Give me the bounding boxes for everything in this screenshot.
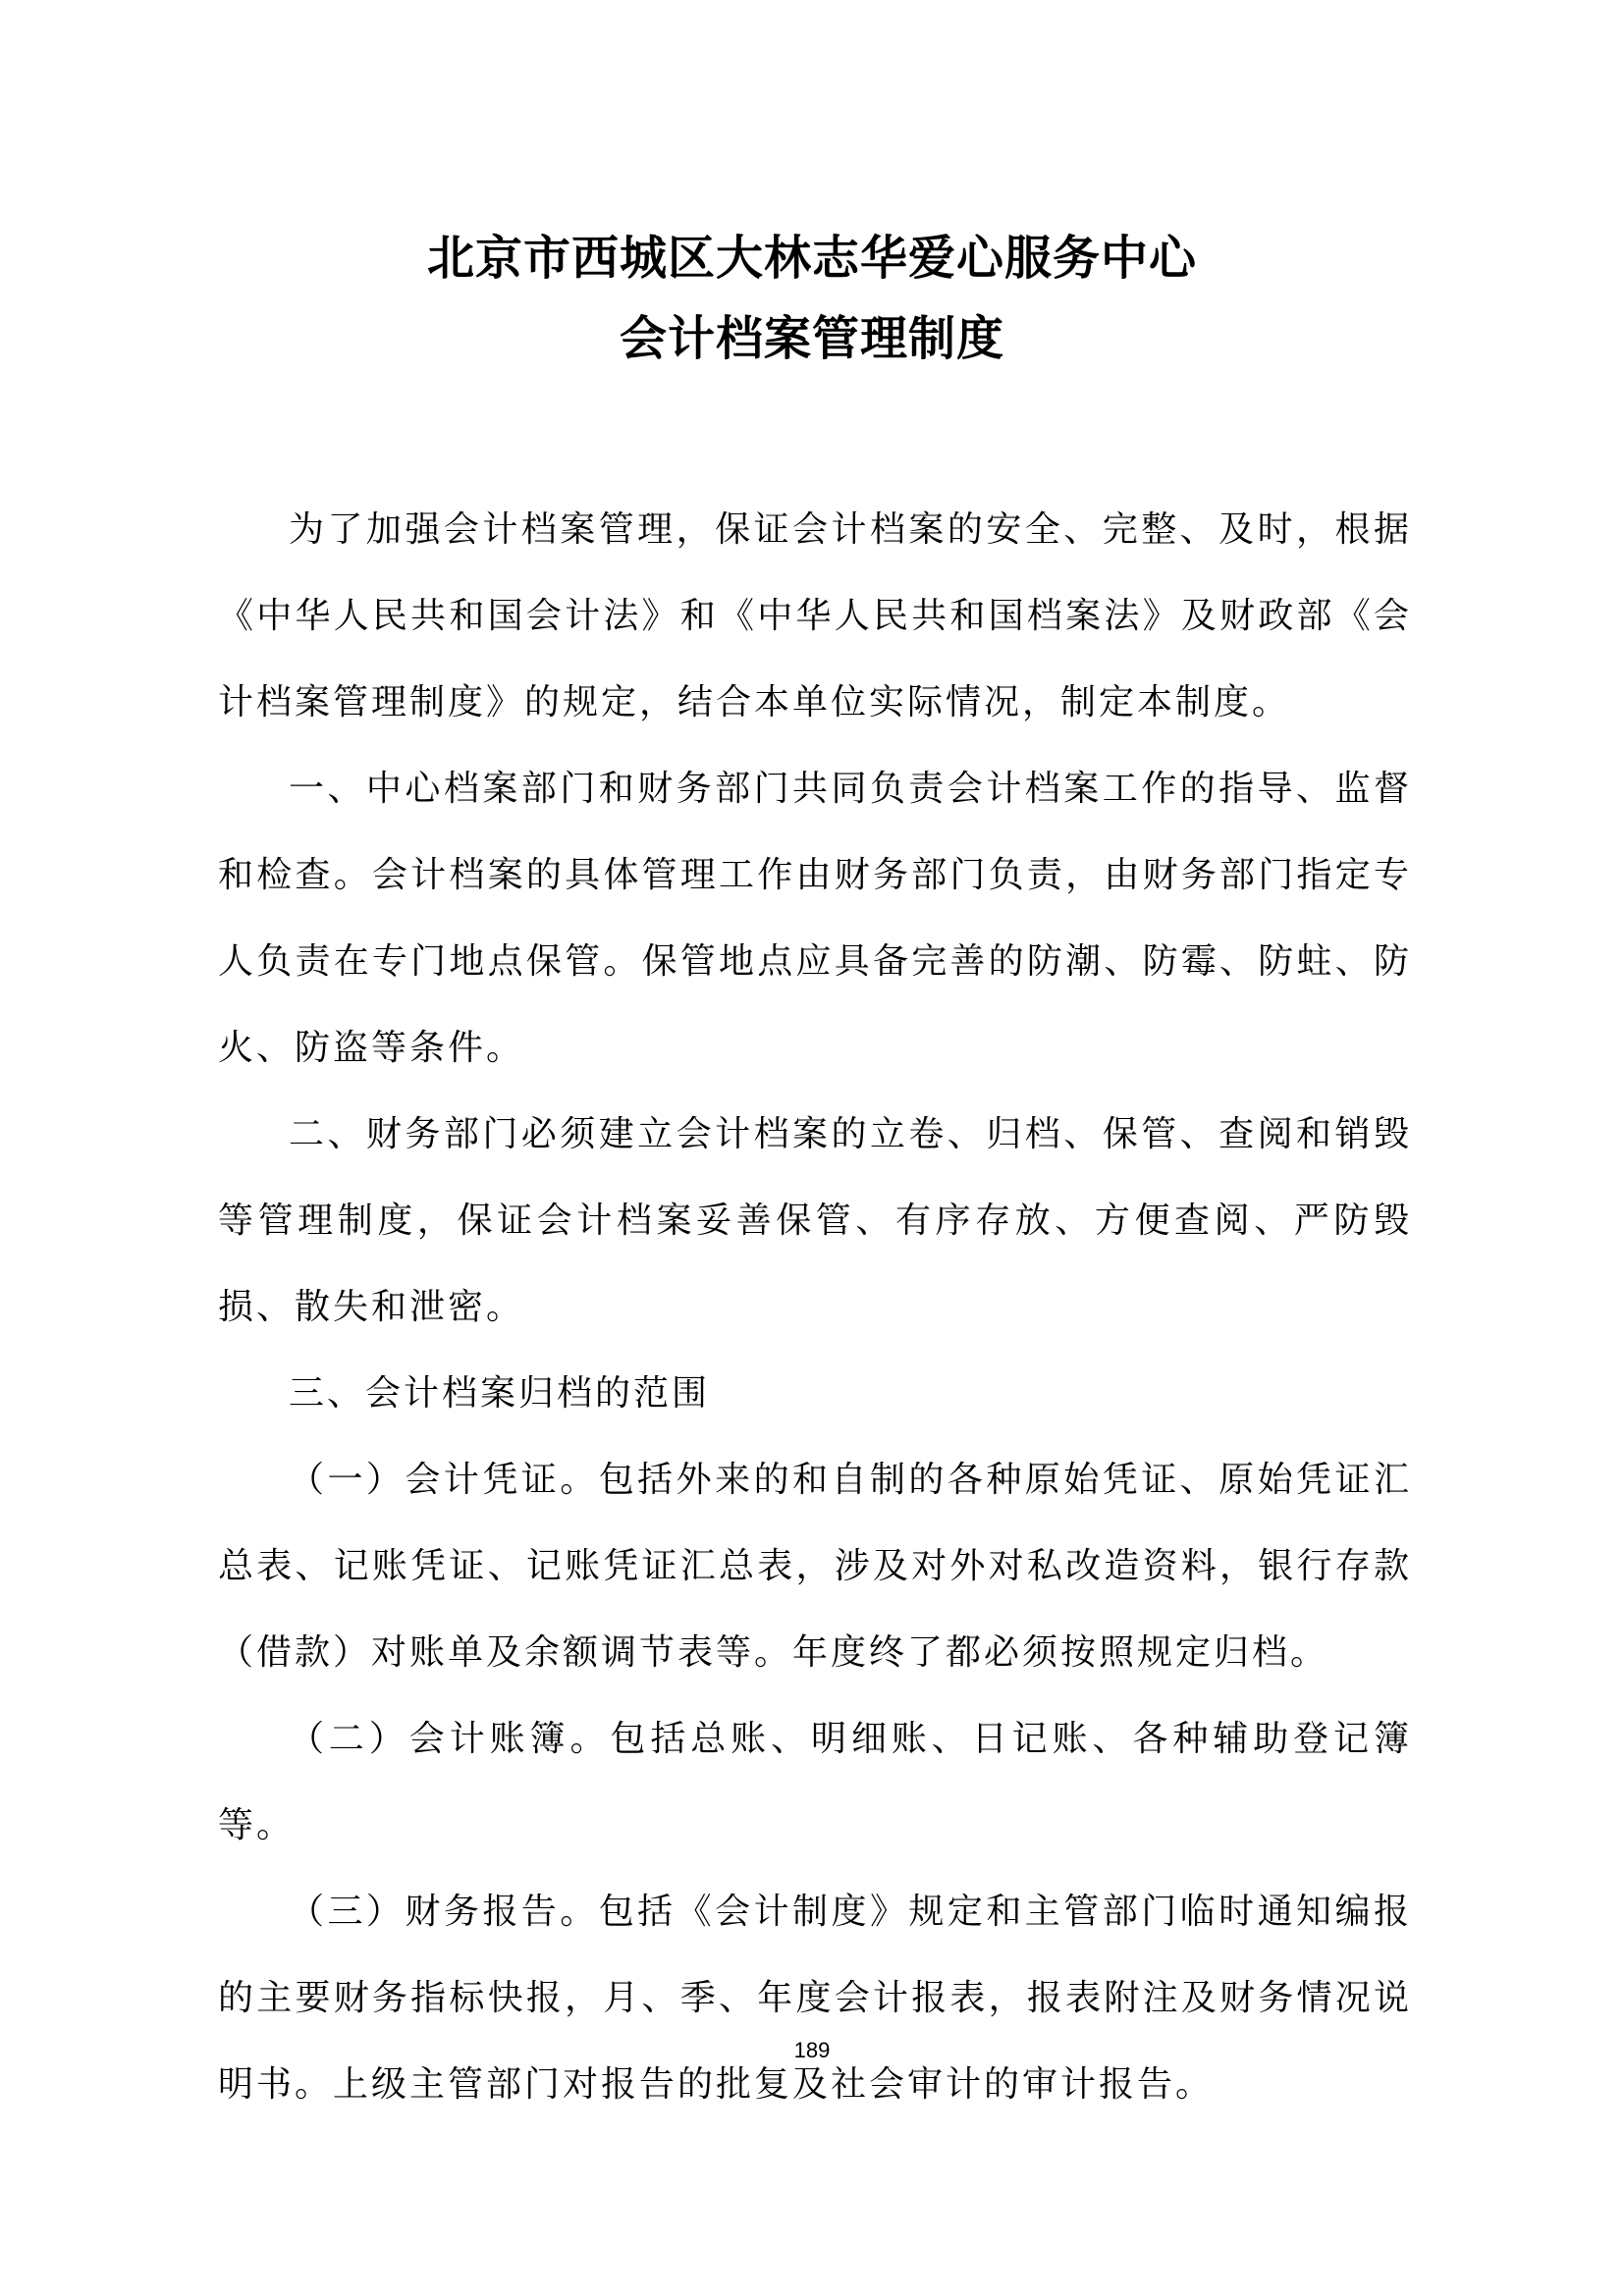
- paragraph-item-2-ledgers: （二）会计账簿。包括总账、明细账、日记账、各种辅助登记簿等。: [218, 1719, 1412, 1845]
- page-number: 189: [793, 2038, 831, 2062]
- paragraph-article-1: 一、中心档案部门和财务部门共同负责会计档案工作的指导、监督和检查。会计档案的具体管理工作由财务部门负责，由财务部门指定专人负责在专门地点保管。保管地点应具备完善的防潮、防霉、防蛀、防火、防盗等条件。: [218, 769, 1412, 1068]
- document-body: [218, 487, 1412, 2128]
- paragraph-article-3-heading: 三、会计档案归档的范围: [289, 1373, 711, 1414]
- paragraph-preamble: 为了加强会计档案管理，保证会计档案的安全、完整、及时，根据《中华人民共和国会计法》和《中华人民共和国档案法》及财政部《会计档案管理制度》的规定，结合本单位实际情况，制定本制度。: [218, 509, 1412, 722]
- title-line-organization: 北京市西城区大林志华爱心服务中心: [426, 231, 1197, 286]
- paragraph-item-1-vouchers: （一）会计凭证。包括外来的和自制的各种原始凭证、原始凭证汇总表、记账凭证、记账凭证汇总表，涉及对外对私改造资料，银行存款（借款）对账单及余额调节表等。年度终了都必须按照规定归档。: [218, 1460, 1412, 1673]
- document-title: [0, 218, 1624, 379]
- title-line-policy: 会计档案管理制度: [619, 311, 1004, 366]
- paragraph-article-2: 二、财务部门必须建立会计档案的立卷、归档、保管、查阅和销毁等管理制度，保证会计档案妥善保管、有序存放、方便查阅、严防毁损、散失和泄密。: [218, 1114, 1412, 1327]
- paragraph-item-3-reports: （三）财务报告。包括《会计制度》规定和主管部门临时通知编报的主要财务指标快报，月、季、年度会计报表，报表附注及财务情况说明书。上级主管部门对报告的批复及社会审计的审计报告。: [218, 1892, 1412, 2105]
